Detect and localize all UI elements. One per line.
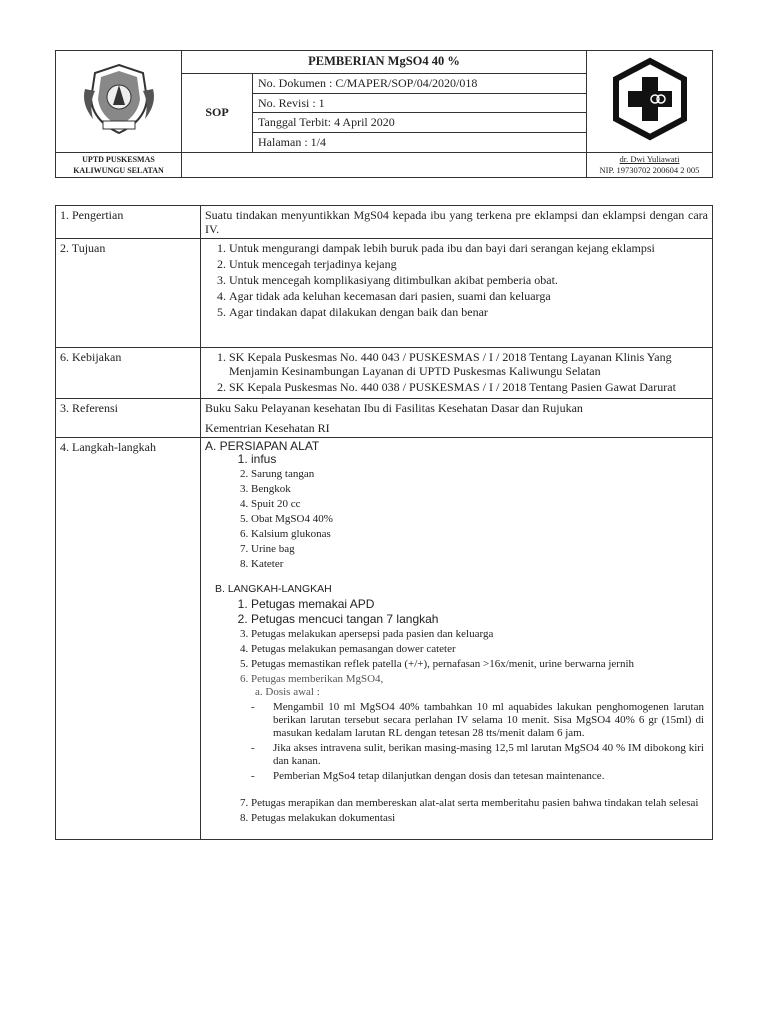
organization-name <box>56 152 182 177</box>
list-item: 8. Petugas melakukan dokumentasi <box>251 812 708 825</box>
list-item: 4. Agar tidak ada keluhan kecemasan dari pasien, suami dan keluarga <box>229 289 708 303</box>
langkah-list <box>205 598 708 699</box>
langkah-list-end <box>205 797 708 825</box>
sop-label: SOP <box>182 73 253 152</box>
referensi-line-2: Kementrian Kesehatan RI <box>205 421 330 435</box>
page-number: Halaman : 1/4 <box>253 133 587 153</box>
list-item: 2. Sarung tangan <box>251 468 708 481</box>
dosis-text: Pemberian MgSo4 tetap dilanjutkan dengan dosis dan tetesan maintenance. <box>273 770 605 782</box>
tujuan-list <box>205 241 708 319</box>
signature-block <box>587 152 713 177</box>
org-line-1: UPTD PUSKESMAS <box>82 154 155 164</box>
row-referensi <box>56 399 713 438</box>
dosis-item: - Jika akses intravena sulit, berikan masing-masing 12,5 ml larutan MgSO4 40 % IM dibokong kiri dan kanan. <box>251 742 704 767</box>
dosis-title: a. Dosis awal : <box>255 686 320 698</box>
list-item-text: 6. Petugas memberikan MgSO4, <box>251 673 384 685</box>
list-item: 3. Bengkok <box>251 483 708 496</box>
section-a-title: A. PERSIAPAN ALAT <box>205 439 320 453</box>
dosis-item: - Pemberian MgSo4 tetap dilanjutkan dengan dosis dan tetesan maintenance. <box>251 770 605 782</box>
issue-date: Tanggal Terbit: 4 April 2020 <box>253 113 587 133</box>
label-pengertian: 1. Pengertian <box>56 206 201 239</box>
cell-tujuan <box>201 239 713 348</box>
alat-list <box>205 453 708 571</box>
puskesmas-logo <box>608 57 692 141</box>
list-item: 2. Untuk mencegah terjadinya kejang <box>229 257 708 271</box>
cell-referensi <box>201 399 713 438</box>
cell-langkah <box>201 438 713 840</box>
list-item: 5. Obat MgSO4 40% <box>251 513 708 526</box>
list-item: 2. Petugas mencuci tangan 7 langkah <box>251 613 708 626</box>
list-item: 8. Kateter <box>251 558 708 571</box>
label-referensi: 3. Referensi <box>56 399 201 438</box>
dosis-list <box>251 701 704 783</box>
list-item: 7. Petugas merapikan dan membereskan alat-alat serta memberitahu pasien bahwa tindakan telah selesai <box>251 797 708 810</box>
text-pengertian: Suatu tindakan menyuntikkan MgS04 kepada ibu yang terkena pre eklampsi dan eklampsi dengan cara IV. <box>201 206 713 239</box>
blank-footer-cell <box>182 152 587 177</box>
list-item: 5. Petugas memastikan reflek patella (+/+), pernafasan >16x/menit, urine berwarna jernih <box>251 658 708 671</box>
dosis-text: Mengambil 10 ml MgSO4 40% tambahkan 10 ml aquabides lakukan penghomogenen larutan berikan larutan tersebut secara perlahan IV selama 10 menit. Sisa MgSO4 40% 6 gr (15ml) di masukan kedalam larutan RL dengan tetesan 28 tts/menit dalam 6 jam. <box>273 701 704 739</box>
doc-number: No. Dokumen : C/MAPER/SOP/04/2020/018 <box>253 73 587 93</box>
header-table <box>55 50 713 178</box>
list-item: 1. Untuk mengurangi dampak lebih buruk pada ibu dan bayi dari serangan kejang eklampsi <box>229 241 708 255</box>
dosis-text: Jika akses intravena sulit, berikan masing-masing 12,5 ml larutan MgSO4 40 % IM dibokong kiri dan kanan. <box>273 742 704 767</box>
list-item: 3. Untuk mencegah komplikasiyang ditimbulkan akibat pemberia obat. <box>229 273 708 287</box>
label-tujuan: 2. Tujuan <box>56 239 201 348</box>
list-item: 7. Urine bag <box>251 543 708 556</box>
org-line-2: KALIWUNGU SELATAN <box>73 165 164 175</box>
row-langkah <box>56 438 713 840</box>
row-kebijakan <box>56 348 713 399</box>
list-item: 1. infus <box>251 453 708 466</box>
row-pengertian <box>56 206 713 239</box>
label-kebijakan: 6. Kebijakan <box>56 348 201 399</box>
revision-number: No. Revisi : 1 <box>253 93 587 113</box>
list-item: 4. Spuit 20 cc <box>251 498 708 511</box>
list-item: 5. Agar tindakan dapat dilakukan dengan baik dan benar <box>229 305 708 319</box>
signer-name: dr. Dwi Yuliawati <box>619 153 680 164</box>
list-item: 2. SK Kepala Puskesmas No. 440 038 / PUSKESMAS / I / 2018 Tentang Pasien Gawat Darurat <box>229 380 708 394</box>
list-item: 6. Kalsium glukonas <box>251 528 708 541</box>
kendal-seal-logo <box>79 59 159 139</box>
puskesmas-logo-cell <box>587 51 713 153</box>
list-item <box>251 673 708 699</box>
document-title: PEMBERIAN MgSO4 40 % <box>182 51 587 74</box>
cell-kebijakan <box>201 348 713 399</box>
section-b-title: B. LANGKAH-LANGKAH <box>215 583 332 595</box>
logo-cell <box>56 51 182 153</box>
dosis-item: - Mengambil 10 ml MgSO4 40% tambahkan 10 ml aquabides lakukan penghomogenen larutan berikan larutan tersebut secara perlahan IV selama 10 menit. Sisa MgSO4 40% 6 gr (15ml) di masukan kedalam larutan RL dengan tetesan 28 tts/menit dalam 6 jam. <box>251 701 704 739</box>
label-langkah: 4. Langkah-langkah <box>56 438 201 840</box>
sop-content-table <box>55 205 713 840</box>
list-item: 3. Petugas melakukan apersepsi pada pasien dan keluarga <box>251 628 708 641</box>
list-item: 1. SK Kepala Puskesmas No. 440 043 / PUSKESMAS / I / 2018 Tentang Layanan Klinis Yang Menjamin Kesinambungan Layanan di UPTD Puskesmas Kaliwungu Selatan <box>229 350 708 378</box>
kebijakan-list <box>205 350 708 394</box>
list-item: 1. Petugas memakai APD <box>251 598 708 611</box>
referensi-line-1: Buku Saku Pelayanan kesehatan Ibu di Fasilitas Kesehatan Dasar dan Rujukan <box>205 401 583 415</box>
signer-nip: NIP. 19730702 200604 2 005 <box>599 164 700 175</box>
row-tujuan <box>56 239 713 348</box>
list-item: 4. Petugas melakukan pemasangan dower cateter <box>251 643 708 656</box>
